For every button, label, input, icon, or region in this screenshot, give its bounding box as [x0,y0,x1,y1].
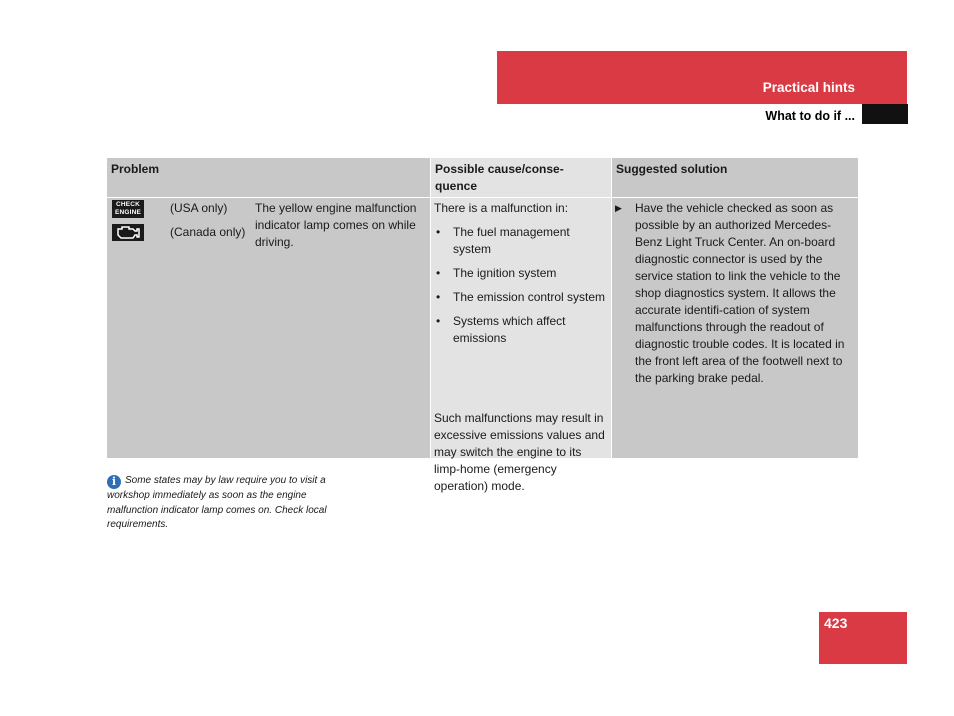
list-item-text: The emission control system [453,290,606,304]
symptom-text: The yellow engine malfunction indicator lamp comes on while driving. [255,201,417,249]
list-item-text: Systems which affect emissions [453,314,566,345]
triangle-right-icon: ▶ [615,203,622,213]
header-problem: Problem [107,158,430,197]
region-canada: (Canada only) [170,225,246,239]
chapter-tab [862,104,908,124]
list-item [434,224,610,258]
list-item-text: The ignition system [453,266,557,280]
bullet-icon: • [436,290,441,304]
check-engine-icon-text: CHECK ENGINE [114,201,142,216]
bullet-icon: • [436,225,441,239]
header-cause [431,158,611,197]
engine-icon [112,224,144,241]
problem-cell [107,198,430,458]
list-item [434,289,610,306]
footnote-text: Some states may by law require you to visit a workshop immediately as soon as the engine malfunction indicator lamp comes on. Check local requirements. [107,475,327,530]
header-cause-label: Possible cause/conse- quence [435,162,564,193]
footnote [107,474,352,533]
list-item [434,313,610,347]
list-item-text: The fuel management system [453,225,570,256]
check-engine-icon [112,200,144,218]
section-title: Practical hints [762,80,855,95]
info-icon: i [107,475,121,489]
cause-intro: There is a malfunction in: [434,201,569,215]
troubleshooting-table [107,158,858,493]
header-band [497,51,907,104]
cause-list [434,224,610,354]
header-solution: Suggested solution [612,158,858,197]
cause-note: Such malfunctions may result in excessive emissions values and may switch the engine to its limp-home (emergency operation) mode. [434,411,605,493]
cause-cell [431,198,611,493]
subsection-title: What to do if ... [765,109,855,123]
region-usa: (USA only) [170,201,228,215]
page-number: 423 [824,615,848,631]
solution-text: Have the vehicle checked as soon as possible by an authorized Mercedes-Benz Light Truck Center. An on-board diagnostic connector is used by the service station to link the vehicle to the shop diagnostics system. It allows the accurate identifi-cation of system malfunctions through the readout of diagnostic trouble codes. It is located in the front left area of the footwell next to the parking brake pedal. [635,201,845,385]
list-item [434,265,610,282]
bullet-icon: • [436,314,441,328]
solution-cell [612,198,858,458]
bullet-icon: • [436,266,441,280]
